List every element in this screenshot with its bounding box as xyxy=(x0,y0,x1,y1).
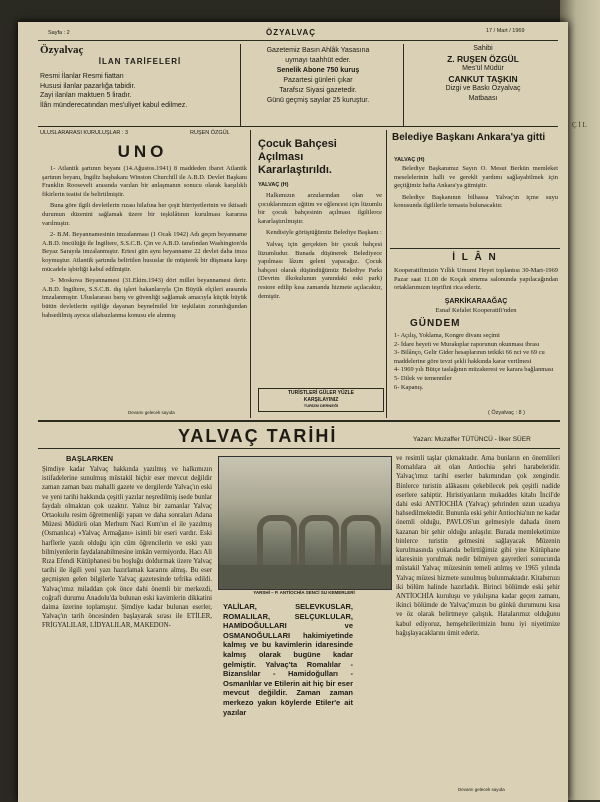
uno-paragraph: Buna göre ilgili devletlerin rızası hilafına her çeşit hürriyetlerinin ve iktisadi durumun düzenini sağlamak üzere bir teşkilâtının kurulması kararına varılmıştır. xyxy=(42,202,247,227)
byline-authors: Muzaffer TÜTÜNCÜ - İlker SÜER xyxy=(434,436,531,443)
tarih-col3: ve resimli taşlar çıkmaktadır. Ama bunların en önemlileri Romalılara ait olan Antiochia şehri harabeleridir. Yalvaç'ımız tarihi eserler bakımından çok zengindir. Binlerce turistin alâkasını çekebilecek pek çeşitli nadide eserlere sahiptir. Hıristiyanların mukaddes kitabı İncil'de dahi eski ANTİOCHİA (Yalvaç) şehrinden uzun uzadıya bahsedilmektedir. Bununla eski şehir Antiochia'nın ne kadar önemli olduğu, PAVLOS'un gelmesiyle dahada önem kazanan bir şehir olduğu anlaşılır. Burada memleketimize binlerce turistin gelmesini sağlayacak Müzenin kurulmasında yukarıda belirttiğimiz gibi yine Kütüphane idaresinin yorulmak nedir bilmiyen gayretleri sonucunda müstakil Yalvaç müzesinin temeli atılmış ve 1965 yılında Yalvaç müzesi hizmete sunulmuş bulunmaktadır. Kitabımızı iki bölüm halinde hazırladık. Birinci bölümde eski şehir ANTİOCHİA kuruluşu ve yıkılışına kadar geçen zamanı, ikinci bölümde de Yalvaç'ımızın bu günkü durumunu kısa ve öz olarak belirtmeye çalıştık. Hatalarımız olduğunu kabul ediyoruz, hemşehrilerimizin bunu iyi niyetimize bağışlayacaklarını ümit ederiz. xyxy=(396,455,560,637)
uno-continued: Devamı gelecek sayıda xyxy=(128,410,175,415)
gundem-item: 5- Dilek ve temenniler xyxy=(394,374,452,382)
cocuk-headline xyxy=(258,138,378,177)
box-line: Pazartesi günleri çıkar xyxy=(283,77,353,84)
sahibi-role: Matbaası xyxy=(468,95,498,102)
cocuk-kicker: YALVAÇ (H) xyxy=(258,182,289,188)
masthead-name: ÖZYALVAÇ xyxy=(266,28,317,37)
tarife-line: İlân münderecatından mes'uliyet kabul edilmez. xyxy=(40,101,188,109)
belediye-body xyxy=(394,165,558,214)
uno-body xyxy=(42,165,247,323)
uno-paragraph: 2- B.M. Beyannamesinin imzalanması (1 Ocak 1942) Adı geçen beyanname A.B.D. öncülüğü ile İngiltere, S.S.C.B. Çin ve A.B.D. tarafından Washington'da Beyaz Sarayda imzalanmıştır. Ertesi gün aynı beyanname 22 devlet daha imza koymuştur. Atlantik şartında belirtilen hususlar ile müşterek bir düşmana karşı mücadele işbirliği kabul edilmiştir. xyxy=(42,231,247,273)
ilan-title: İ L Â N xyxy=(452,252,498,263)
cocuk-paragraph: Halkımızın arzularından olan ve çocuklarımızın eğitim ve eğlencesi için lüzumlu bir çocuk bahçesinin açılması ilgililerce kararlaştırılmıştır. xyxy=(258,192,382,225)
sahibi-role: Mes'ül Müdür xyxy=(462,65,504,72)
cocuk-title-line: Kararlaştırıldı. xyxy=(258,164,332,176)
photo-caption: YARSHİ – P. ANTİOCHİA SENCİ SU KEMERLERİ xyxy=(253,590,355,595)
newspaper-page xyxy=(18,22,568,802)
tarife-line: Zayi ilanları maktuen 5 liradır. xyxy=(40,92,132,99)
box-line: Gazetemiz Basın Ahlâk Yasasına xyxy=(266,47,370,54)
belediye-paragraph: Belediye Başkanının bilhassa Yalvaç'ın içme suyu konusunda ilgililerle temasta bulunacaktır. xyxy=(394,193,558,210)
sahibi-role: Dizgi ve Baskı Özyalvaç xyxy=(445,85,521,92)
tarih-byline xyxy=(413,436,531,443)
next-page-text: Ç İ L xyxy=(572,121,587,129)
tarih-col2: YALİLAR, SELEVKUSLAR, ROMALILAR, SELÇUKLULAR, HAMİDOĞULLARI ve OSMANOĞULLARI hakimiyetinde kalmış ve bu kavimlerin idaresinde kalmış olarak bugüne kadar gelmiştir. Yalvaç'ta Romalılar - Bizanslılar - Hamidoğulları - Osmanlılar ve Etilerin ait hiç bir eser mevcut değildir. Zaman zaman merkezo yakın köylerde Etiler'e ait yazılar xyxy=(223,602,353,717)
cocuk-body xyxy=(258,192,382,304)
tarife-lines xyxy=(40,72,240,110)
gundem-item: 6- Kapanış. xyxy=(394,383,424,391)
tarife-line: Hususi ilanlar pazarlığa tabidir. xyxy=(40,82,136,90)
belediye-kicker: YALVAÇ (H) xyxy=(394,157,425,163)
tarife-line: Resmi İlanlar Resmi fiattan xyxy=(40,73,124,80)
uno-paragraph: 1- Atlantik şartının beyanı (14.Ağustos.1941) 8 maddeden ibaret Atlantik şartının beyanı, İngiliz başbakanı Winston Churchill ile A.B.D. Devlet Başkanı Franklin Roosevelt arasında varılan bir anlaşmanın sonucu olarak karşılıklı fikirlerin teatisi ile belirtilmiştir. xyxy=(42,165,247,198)
tarih-title: YALVAÇ TARİHİ xyxy=(178,426,338,446)
ilan-source: ( Özyalvaç : 8 ) xyxy=(488,410,525,416)
box-line: Günü geçmiş sayılar 25 kuruştur. xyxy=(266,97,370,104)
cocuk-title-line: Çocuk Bahçesi xyxy=(258,138,337,150)
tarih-continued: Devamı gelecek sayıda xyxy=(458,787,505,792)
uno-paragraph: 3- Moskova Beyannamesi (31.Ekim.1943) dört millet beyannamesi derir. A.B.D. İngiltere, S.S.C.B. dış işleri bakanlarıyla Çin Büyük elçileri arasında imzalanmıştır. Uluslararası barış ve güvenliği sağlamak amacıyla küçük büyük bütün devletlerin eşitliğe dayanan beynelmilel bir teşkilatın zorunluğundan bahsedilmiş ayrıca silahsızlanma konusu ele alınmış xyxy=(42,277,247,319)
turizm-line: KARŞILAYINIZ xyxy=(303,396,339,403)
page-number: Sayfa : 2 xyxy=(48,30,70,36)
gundem-item: 4- 1969 yılı Bütçe taslağının müzakeresi ve karara bağlanması xyxy=(394,366,554,374)
sahibi-title: Sahibi xyxy=(473,45,493,52)
uno-title: UNO xyxy=(117,142,168,161)
next-page-edge xyxy=(572,120,598,130)
tarih-section: BAŞLARKEN xyxy=(66,454,114,463)
belediye-headline: Belediye Başkanı Ankara'ya gitti xyxy=(392,132,546,143)
turizm-line: TURİZM DERNEĞİ xyxy=(303,403,339,408)
aqueduct-photo xyxy=(218,456,392,590)
cocuk-title-line: Açılması xyxy=(258,151,304,163)
ilan-tarifeleri-box xyxy=(40,44,240,110)
masthead-date: 17 / Mart / 1969 xyxy=(486,28,525,34)
sahibi-name: Z. RUŞEN ÖZGÜL xyxy=(447,54,519,64)
sahibi-box xyxy=(408,44,558,104)
gundem-item: 3- Bilânço, Gelir Gider hesaplarının tetkiki 66 nci ve 69 cu maddelerine göre tevzi şekli hakkında karar verilmesi xyxy=(394,349,545,365)
uno-author: RUŞEN ÖZGÜL xyxy=(190,130,230,136)
belediye-paragraph: Belediye Başkanımız Sayın O. Mesut Berkün memleket meselelerinin halli ve gerekli yardımı sağlayabilmek için geçtiğimiz hafta Ankara'ya gitmiştir. xyxy=(394,165,558,190)
gundem-title: GÜNDEM xyxy=(410,318,461,329)
turizm-box xyxy=(258,388,384,412)
turizm-line: TURİSTLERİ GÜLER YÜZLE xyxy=(287,390,355,396)
gundem-item: 2- İdare heyeti ve Murakıplar raporunun okunması ibrası xyxy=(394,340,540,348)
box-line: uymayı taahhüt eder. xyxy=(285,57,351,64)
tarih-col1: Şimdiye kadar Yalvaç hakkında yazılmış ve halkımızın istifadelerine sunulmuş müstakil hiçbir eser mevcut değildir zaman zaman bazı mahalli gazete ve dergilerde Yalvaç'ın eski ve yeni tarihi hakkında çeşitli yazılar neşredilmiş isede bunlar faydalı olmaktan çok uzaktır. Yalnız bir zamanlar Yalvaç Ortaokulu resim öğretmenliği yapan ve daha sonraları Adana Müzesi Müdürü olan Merhum Naci Kum'un el ile yazılmış (Osmanlıca) «Yalvaç Armağanı» isimli bir eseri vardır. Eski harflerle yazılı olduğu için cüm öğrencilerin ve eski yazı bilmiyenlerin faydalanabilmesine imkân vermiyordu. Hacı Ali Rıza Efendi Kütüphanesi bu boşluğu doldurmak üzere Yalvaç tarihi ile ilgili yeni yazı hazırlamak kararını almış. Bu eser geçmişten gelen bilgilerle Yalvaç gazetesinde tefrika edildi. Yalvaç'ımız miladdan çok önce dahi önemli bir merkezdi, coğrafi durumu Anadolu'da bulunan eski kavimlerin dikkatini daima üzerine toplamıştır. Şimdiye kadar bulunan eserler, Yalvaç'ın tarih öncesinden başlayarak sırası ile ETİLER, FRİGYALILAR, LİDYALILAR, MAKEDON- xyxy=(42,466,212,630)
gundem-list xyxy=(394,332,558,392)
mudur-name: CANKUT TAŞKIN xyxy=(448,74,518,84)
tarife-subtitle: İLAN TARİFELERİ xyxy=(98,57,182,66)
gundem-item: 1- Açılış, Yoklama, Kongre divanı seçimi xyxy=(394,332,500,339)
box-line: Tarafsız Siyasi gazetedir. xyxy=(279,87,357,94)
tarife-title: Özyalvaç xyxy=(40,44,84,56)
cocuk-paragraph: Yalvaç için gerçekten bir çocuk bahçesi lüzumludur. Bunada düşünerek Belediyece yapılması lâzım geleni yapacağız. Çocuk bahçesi olarak düşündüğümüz Belediye Parkı (Devrim ilkokulunun yanındaki eski park) restore edilip kısa zamanda hizmete açılacaktır, demiştir. xyxy=(258,240,382,300)
cocuk-paragraph: Kendisiyle görüştüğümüz Belediye Başkanı : xyxy=(266,229,382,237)
uno-kicker: ULUSLARARASI KURULUŞLAR : 3 xyxy=(40,130,129,136)
ilan-signature-org: Esnaf Kefalet Kooperatifi'nden xyxy=(435,307,517,314)
subscription-box xyxy=(243,46,393,106)
byline-label: Yazan: xyxy=(413,436,433,443)
ilan-body: Kooperatifimizin Yıllık Umumi Heyet toplantısı 30-Mart-1969 Pazar saat 11.00 de Koçak sinema salonunda yapılacağından ortaklarımızın teşrifini rica ederiz. xyxy=(394,267,558,292)
ilan-signature: ŞARKİKARAAĞAÇ xyxy=(444,298,508,305)
box-line-abone: Senelik Abone 750 kuruş xyxy=(276,67,360,74)
